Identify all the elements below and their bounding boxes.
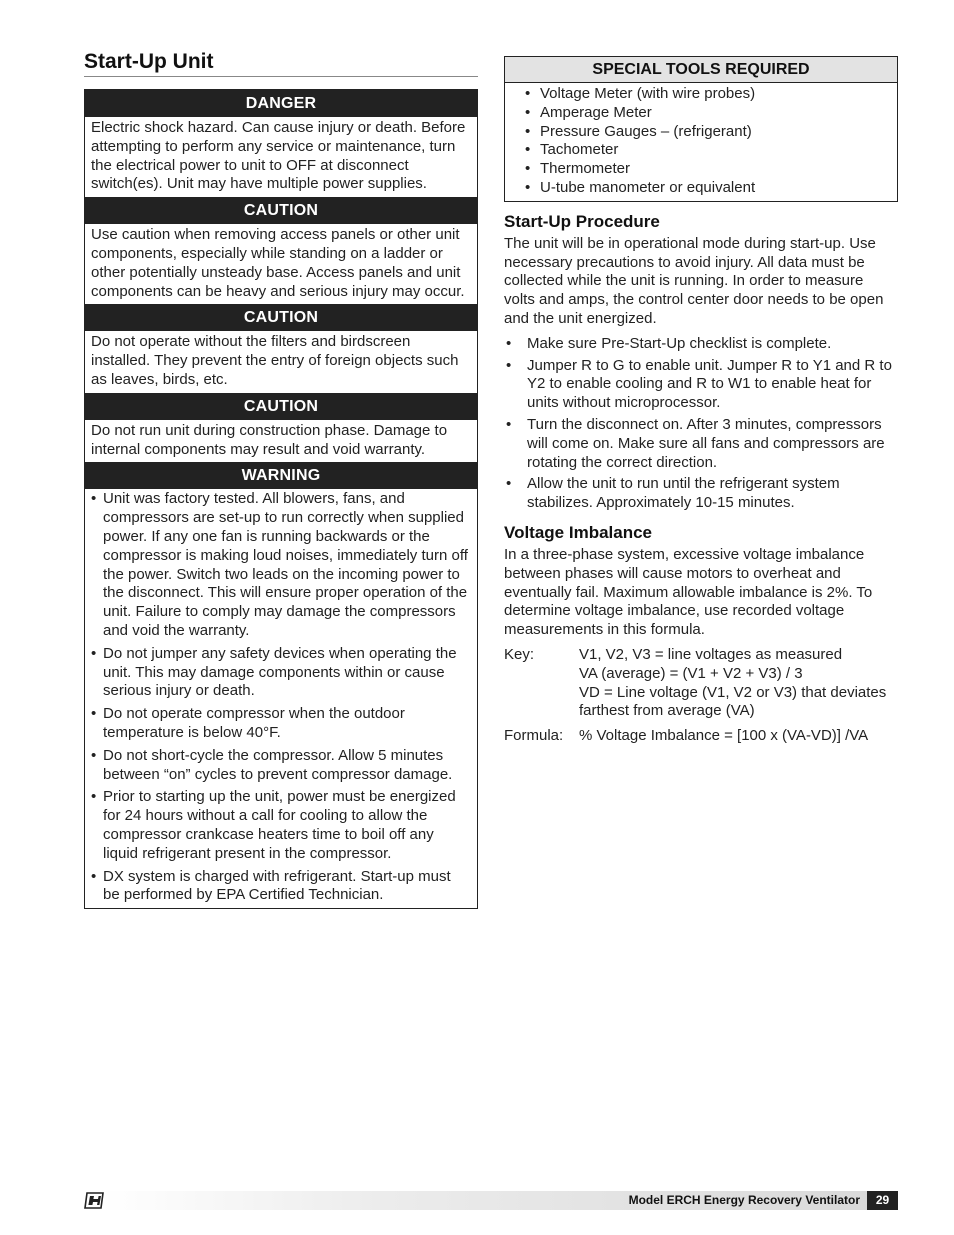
bullet: • <box>91 746 97 764</box>
warning-item <box>91 788 471 863</box>
bullet: • <box>525 178 531 196</box>
danger-notice <box>84 89 478 909</box>
warning-item <box>91 705 471 743</box>
startup-step <box>504 335 898 354</box>
bullet: • <box>91 788 97 806</box>
voltage-key <box>504 646 898 721</box>
warning-item-text: Do not short-cycle the compressor. Allow 5 minutes between “on” cycles to prevent compressor damage. <box>103 746 453 783</box>
startup-heading: Start-Up Procedure <box>504 211 660 231</box>
startup-steps <box>504 335 898 513</box>
tool-item <box>525 104 897 123</box>
startup-step-text: Make sure Pre-Start-Up checklist is complete. <box>527 334 832 352</box>
voltage-intro: In a three-phase system, excessive voltage imbalance between phases will cause motors to overheat and eventually fail. Maximum allowable imbalance is 2%. To determine voltage imbalance, use recorded voltage measurements in this formula. <box>504 545 873 639</box>
tool-item-text: Pressure Gauges – (refrigerant) <box>540 122 752 140</box>
warning-item <box>91 645 471 701</box>
bullet: • <box>506 356 512 374</box>
warning-list <box>85 489 477 908</box>
warning-item-text: Do not operate compressor when the outdoor temperature is below 40°F. <box>103 705 405 741</box>
special-tools-box <box>504 56 898 202</box>
key-values <box>579 646 898 721</box>
tools-list <box>505 83 897 201</box>
notice-body: Electric shock hazard. Can cause injury or death. Before attempting to perform any service or maintenance, turn the electrical power to unit to OFF at disconnect switch(es). Unit may have multiple power supplies. <box>91 119 466 193</box>
tool-item-text: Thermometer <box>540 160 631 178</box>
bullet: • <box>506 334 512 352</box>
footer-model: Model ERCH Energy Recovery Ventilator <box>628 1193 860 1207</box>
startup-step-text: Turn the disconnect on. After 3 minutes, compressors will come on. Make sure all fans and compressors are rotating the correct direction. <box>527 415 885 471</box>
warning-header: WARNING <box>85 462 477 489</box>
tool-item <box>525 179 897 198</box>
notice-body: Do not operate without the filters and birdscreen installed. They prevent the entry of foreign objects such as leaves, birds, etc. <box>91 333 459 388</box>
warning-item-text: Unit was factory tested. All blowers, fans, and compressors are set-up to run correctly when supplied power. If any one fan is running backwards or the compressor is making loud noises, immediately turn off the power. Switch two leads on the incoming power to the disconnect. This will ensure proper operation of the unit. Failure to comply may damage the compressors and void the warranty. <box>103 490 468 639</box>
warning-item-text: DX system is charged with refrigerant. Start-up must be performed by EPA Certified Technician. <box>103 867 451 904</box>
tool-item <box>525 85 897 104</box>
formula-text: % Voltage Imbalance = [100 x (VA-VD)] /VA <box>579 727 869 745</box>
warning-item-text: Prior to starting up the unit, power must be energized for 24 hours without a call for cooling to allow the compressor crankcase heaters time to boil off any liquid refrigerant present in the compressor. <box>103 788 456 862</box>
notice-header: DANGER <box>85 90 477 117</box>
voltage-heading: Voltage Imbalance <box>504 522 653 542</box>
bullet: • <box>91 490 97 508</box>
bullet: • <box>506 415 512 433</box>
warning-item-text: Do not jumper any safety devices when operating the unit. This may damage components within or cause serious injury or death. <box>103 644 457 700</box>
warning-item <box>91 868 471 906</box>
notice-header: CAUTION <box>85 197 477 224</box>
warning-item <box>91 747 471 785</box>
bullet: • <box>506 475 512 493</box>
tool-item <box>525 160 897 179</box>
voltage-formula <box>504 727 898 746</box>
bullet: • <box>525 141 531 159</box>
tools-header: SPECIAL TOOLS REQUIRED <box>505 57 897 83</box>
startup-step <box>504 357 898 413</box>
notice-header: CAUTION <box>85 393 477 420</box>
page-number: 29 <box>867 1191 898 1210</box>
startup-step-text: Allow the unit to run until the refrigerant system stabilizes. Approximately 10-15 minutes. <box>527 475 840 512</box>
bullet: • <box>525 103 531 121</box>
warning-item <box>91 490 471 640</box>
bullet: • <box>525 122 531 140</box>
key-label: Key: <box>504 645 535 663</box>
bullet: • <box>525 160 531 178</box>
startup-step <box>504 416 898 472</box>
startup-step-text: Jumper R to G to enable unit. Jumper R to Y1 and R to Y2 to enable cooling and R to W1 to enable heat for units without microprocessor. <box>527 356 892 412</box>
bullet: • <box>91 644 97 662</box>
brand-logo-icon <box>84 1192 104 1209</box>
right-column <box>504 56 898 746</box>
notice-body: Do not run unit during construction phase. Damage to internal components may result and void warranty. <box>91 421 448 458</box>
tool-item <box>525 123 897 142</box>
tool-item <box>525 141 897 160</box>
notice-header: CAUTION <box>85 304 477 331</box>
startup-intro: The unit will be in operational mode during start-up. Use necessary precautions to avoid injury. All data must be collected while the unit is running. In order to measure volts and amps, the control center door needs to be open and the unit energized. <box>504 234 884 327</box>
bullet: • <box>91 867 97 885</box>
notice-body: Use caution when removing access panels or other unit components, especially while standing on a ladder or other potentially unsteady base. Access panels and unit components can be heavy and serious injury may occur. <box>91 226 465 300</box>
startup-step <box>504 475 898 513</box>
left-column <box>84 50 478 909</box>
bullet: • <box>91 705 97 723</box>
key-line: VD = Line voltage (V1, V2 or V3) that deviates farthest from average (VA) <box>579 683 887 720</box>
bullet: • <box>525 85 531 102</box>
key-line: V1, V2, V3 = line voltages as measured <box>579 645 843 663</box>
tool-item-text: Tachometer <box>540 141 619 159</box>
formula-label: Formula: <box>504 727 564 745</box>
tool-item-text: U-tube manometer or equivalent <box>540 178 756 196</box>
tool-item-text: Amperage Meter <box>540 103 652 121</box>
key-line: VA (average) = (V1 + V2 + V3) / 3 <box>579 664 803 682</box>
tool-item-text: Voltage Meter (with wire probes) <box>540 85 756 102</box>
page-footer <box>84 1191 898 1210</box>
page-title: Start-Up Unit <box>84 50 478 77</box>
